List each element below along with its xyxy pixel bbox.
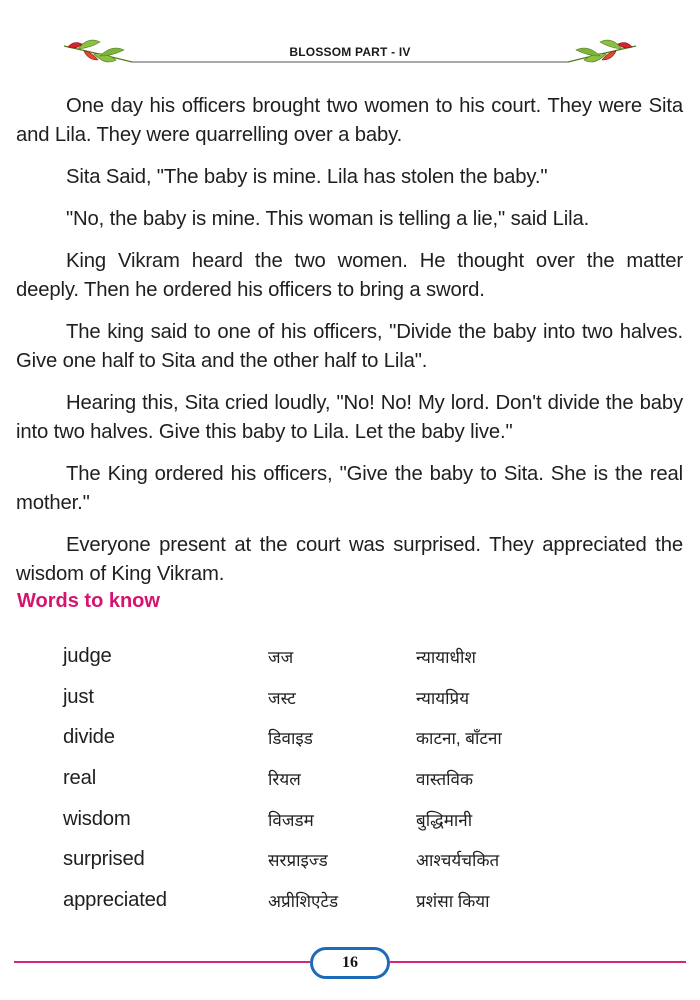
hindi-transliteration: जज xyxy=(268,647,294,667)
hindi-meaning: न्यायप्रिय xyxy=(416,688,470,708)
english-word: just xyxy=(63,685,94,708)
vocabulary-row xyxy=(63,636,623,677)
paragraph: The King ordered his officers, "Give the baby to Sita. She is the real mother." xyxy=(16,463,683,514)
hindi-transliteration: जस्ट xyxy=(268,688,296,708)
english-word: appreciated xyxy=(63,888,167,911)
hindi-meaning: प्रशंसा किया xyxy=(416,891,490,911)
paragraph: One day his officers brought two women to his court. They were Sita and Lila. They were quarrelling over a baby. xyxy=(16,95,683,146)
paragraph: "No, the baby is mine. This woman is telling a lie," said Lila. xyxy=(66,208,590,230)
paragraph: The king said to one of his officers, "Divide the baby into two halves. Give one half to Sita and the other half to Lila". xyxy=(16,321,683,372)
footer-divider-right xyxy=(390,961,686,963)
hindi-meaning: आश्चर्यचकित xyxy=(416,851,500,871)
english-word: wisdom xyxy=(63,807,131,830)
footer-divider-left xyxy=(14,961,310,963)
vocabulary-row xyxy=(63,758,623,799)
hindi-meaning: वास्तविक xyxy=(416,769,474,789)
hindi-meaning: काटना, बाँटना xyxy=(416,729,502,749)
book-title: BLOSSOM PART - IV xyxy=(289,45,411,59)
hindi-meaning: बुद्धिमानी xyxy=(416,810,473,830)
paragraph: Hearing this, Sita cried loudly, "No! No! My lord. Don't divide the baby into two halves. Give this baby to Lila. Let the baby live." xyxy=(16,392,683,443)
paragraph: King Vikram heard the two women. He thought over the matter deeply. Then he ordered his officers to bring a sword. xyxy=(16,250,683,301)
english-word: real xyxy=(63,766,97,789)
paragraph: Everyone present at the court was surprised. They appreciated the wisdom of King Vikram. xyxy=(16,534,683,585)
page-number-badge: 16 xyxy=(310,947,390,979)
page-footer xyxy=(14,946,686,978)
hindi-transliteration: विजडम xyxy=(268,810,314,830)
page-header xyxy=(60,36,640,76)
vocabulary-list xyxy=(63,636,623,921)
hindi-transliteration: डिवाइड xyxy=(268,729,313,749)
words-to-know-heading: Words to know xyxy=(17,590,160,612)
english-word: divide xyxy=(63,726,115,749)
english-word: surprised xyxy=(63,848,145,871)
vocabulary-row xyxy=(63,717,623,758)
hindi-transliteration: रियल xyxy=(268,769,301,789)
story-text xyxy=(16,92,683,589)
hindi-meaning: न्यायाधीश xyxy=(416,647,476,667)
hindi-transliteration: सरप्राइज्ड xyxy=(268,851,328,871)
vocabulary-row xyxy=(63,677,623,718)
english-word: judge xyxy=(63,644,112,667)
vocabulary-row xyxy=(63,799,623,840)
hindi-transliteration: अप्रीशिएटेड xyxy=(268,891,339,911)
paragraph: Sita Said, "The baby is mine. Lila has stolen the baby." xyxy=(66,166,548,188)
vocabulary-row xyxy=(63,880,623,921)
vocabulary-row xyxy=(63,839,623,880)
